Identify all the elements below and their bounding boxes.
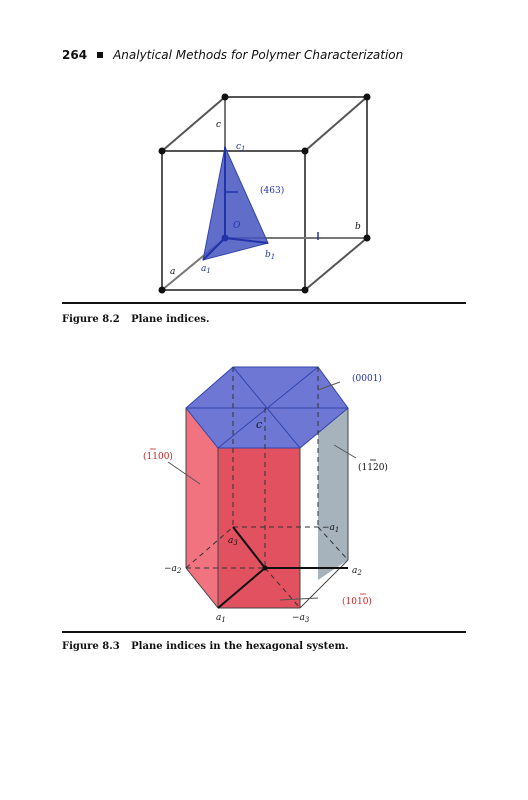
- label-a3: $a_3$: [228, 536, 238, 547]
- label-1100: (1100): [143, 452, 173, 462]
- label-miller-463: (463): [260, 186, 285, 196]
- label-c: c: [216, 120, 222, 130]
- label-a: a: [170, 267, 176, 277]
- label-neg-a3: $-a_3$: [292, 613, 310, 624]
- page-number: 264: [62, 48, 88, 62]
- label-b1: $b_1$: [265, 250, 276, 261]
- caption-number: Figure 8.2: [62, 314, 120, 325]
- label-0001: (0001): [352, 374, 382, 384]
- caption-text: Plane indices in the hexagonal system.: [131, 641, 349, 652]
- caption-text: Plane indices.: [131, 314, 210, 325]
- face-1010: [218, 448, 300, 608]
- label-a2: $a_2$: [352, 566, 362, 577]
- caption-number: Figure 8.3: [62, 641, 120, 652]
- label-1120: (1120): [358, 463, 388, 473]
- label-a1: $a_1$: [216, 613, 226, 624]
- figure-8-3-rule: [62, 631, 466, 633]
- label-neg-a1: $-a_1$: [322, 523, 340, 534]
- book-title: Analytical Methods for Polymer Characterization: [113, 48, 404, 62]
- label-b: b: [355, 222, 361, 232]
- face-1120: [318, 408, 348, 580]
- label-c1: $c_1$: [236, 142, 246, 153]
- label-neg-a2: $-a_2$: [164, 564, 182, 575]
- label-origin: O: [233, 221, 241, 231]
- label-c: c: [256, 418, 263, 431]
- label-1010: (1010): [342, 597, 372, 607]
- label-a1: $a_1$: [201, 264, 211, 275]
- figure-8-3-caption: [62, 641, 349, 652]
